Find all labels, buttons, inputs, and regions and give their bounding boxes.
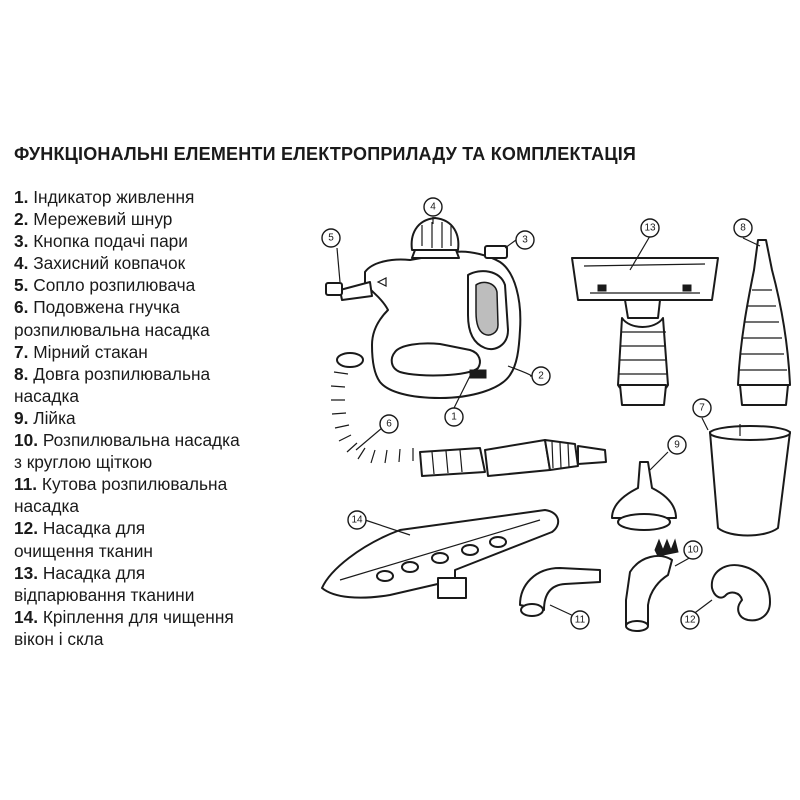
svg-text:11: 11 [574,614,586,626]
svg-text:9: 9 [674,439,680,451]
svg-text:10: 10 [687,544,699,556]
callout-7 [693,399,711,417]
svg-text:2: 2 [538,370,544,382]
svg-text:8: 8 [740,222,746,234]
legend-item-4: 4. Захисний ковпачок [14,253,186,274]
measuring-cup [710,424,790,536]
angled-spray-nozzle [520,568,600,616]
round-brush-nozzle [626,540,678,631]
legend-item-8: 8. Довга розпилювальна насадка [14,363,211,406]
callout-10 [684,541,702,559]
callout-14 [348,511,366,529]
steamer-body [326,218,532,398]
callout-5 [322,229,340,247]
callout-6 [380,415,398,433]
legend-item-12: 12. Насадка для очищення тканин [14,518,153,561]
callout-11 [571,611,589,629]
legend-item-11: 11. Кутова розпилювальна насадка [14,474,228,517]
long-spray-nozzle [738,240,790,405]
legend-item-2: 2. Мережевий шнур [14,209,173,230]
svg-text:4: 4 [430,201,436,213]
legend-item-1: 1. Індикатор живлення [14,187,195,207]
legend-item-13: 13. Насадка для відпарювання тканини [14,562,195,605]
callout-1 [445,408,463,426]
svg-text:12: 12 [684,614,696,626]
callout-4 [424,198,442,216]
legend-item-5: 5. Сопло розпилювача [14,275,196,296]
callout-3 [516,231,534,249]
funnel [612,462,676,530]
callout-9 [668,436,686,454]
legend-item-3: 3. Кнопка подачі пари [14,231,188,252]
svg-text:6: 6 [386,418,392,430]
fabric-cleaning-attachment [712,565,770,620]
svg-text:5: 5 [328,232,334,244]
fabric-steam-attachment [572,258,718,405]
page-title: ФУНКЦІОНАЛЬНІ ЕЛЕМЕНТИ ЕЛЕКТРОПРИЛАДУ ТА КОМПЛЕКТАЦІЯ [14,144,637,164]
callout-12 [681,611,699,629]
legend-item-10: 10. Розпилювальна насадка з круглою щіткою [14,430,240,473]
callout-2 [532,367,550,385]
callout-13 [641,219,659,237]
svg-text:3: 3 [522,234,528,246]
legend-item-14: 14. Кріплення для чищення вікон і скла [14,606,234,649]
svg-text:1: 1 [451,411,457,423]
legend-item-9: 9. Лійка [14,407,76,428]
svg-text:13: 13 [644,222,656,234]
callout-8 [734,219,752,237]
svg-text:7: 7 [699,402,705,414]
legend-item-7: 7. Мірний стакан [14,341,148,362]
legend-item-6: 6. Подовжена гнучка розпилювальна насадка [14,297,210,340]
svg-text:14: 14 [351,514,363,526]
